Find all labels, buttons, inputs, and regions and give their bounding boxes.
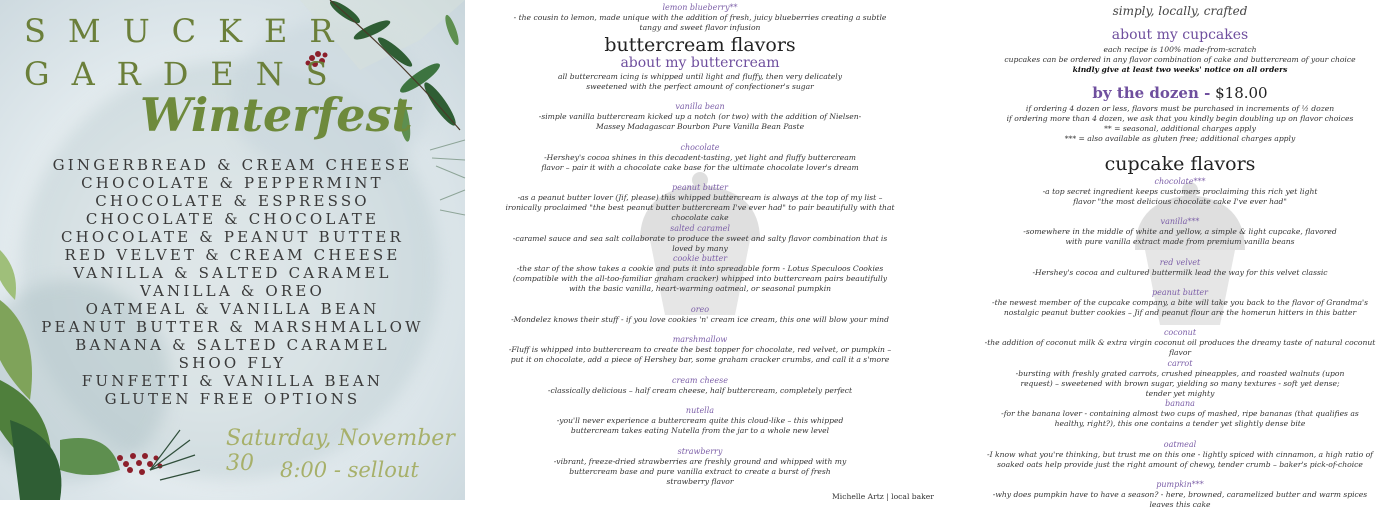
pine-needles-icon [150,430,200,480]
cupcake-flavors-title: cupcake flavors [1104,153,1256,175]
cupcake-oatmeal-name: oatmeal [1163,440,1197,449]
vanilla-bean-desc: -simple vanilla buttercream kicked up a notch (or two) with the addition of Nielsen-Massey Madagascar Bourbon Pure Vanilla Bean Paste [538,112,862,131]
cream-cheese-name: cream cheese [672,376,728,385]
list-item: VANILLA & SALTED CARAMEL [73,264,392,282]
cream-cheese-desc: -classically delicious – half cream cheese, half buttercream, completely perfect [547,386,853,395]
cupcake-peanut-butter-desc: -the newest member of the cupcake company, a bite will take you back to the flavor of Grandma's nostalgic peanut butter cookies – Jif and peanut flour are the homerun hitters in this batter [992,298,1368,317]
cupcake-vanilla-name: vanilla*** [1160,217,1200,226]
event-time: 8:00 - sellout [280,458,419,482]
list-item: GLUTEN FREE OPTIONS [104,390,361,408]
about-buttercream-title: about my buttercream [620,55,780,71]
salted-caramel-desc: -caramel sauce and sea salt collaborate to produce the sweet and salty flavor combination that is loved by many [512,234,888,253]
cupcake-banana-desc: -for the banana lover - containing almost two cups of mashed, ripe bananas (that qualifies as healthy, right?), this one contains a tender yet slightly dense bite [1001,409,1359,428]
peanut-butter-desc: -as a peanut butter lover (Jif, please) this whipped buttercream is always at the top of my list – ironically proclaimed "the best peanut butter buttercream I've ever had" to pair beautifully with that chocolate cake [505,193,895,222]
marshmallow-desc: -Fluff is whipped into buttercream to create the best topper for chocolate, red velvet, or pumpkin – put it on chocolate, add a piece of Hershey bar, some graham cracker crumbs, and call it a s'more [508,345,892,364]
order-note: if ordering 4 dozen or less, flavors must be purchased in increments of ½ dozen [1025,104,1335,113]
list-item: CHOCOLATE & PEPPERMINT [81,174,384,192]
order-note: if ordering more than 4 dozen, we ask that you kindly begin doubling up on flavor choices [1006,114,1354,123]
list-item: GINGERBREAD & CREAM CHEESE [52,156,413,174]
about-cupcakes-line-1: each recipe is 100% made-from-scratch [1103,45,1257,54]
cupcake-vanilla-desc: -somewhere in the middle of white and yellow, a simple & light cupcake, flavored with pure vanilla extract made from premium vanilla beans [1023,227,1337,246]
strawberry-name: strawberry [677,447,723,456]
list-item: FUNFETTI & VANILLA BEAN [81,372,384,390]
dozen-price-row [960,84,1400,102]
cupcake-coconut-desc: -the addition of coconut milk & extra virgin coconut oil produces the dreamy taste of natural coconut flavor [984,338,1376,357]
cupcake-peanut-butter-name: peanut butter [1152,288,1208,297]
order-note: *** = also available as gluten free; additional charges apply [1064,134,1296,143]
baker-signature: Michelle Artz | local baker [832,492,934,501]
list-item: RED VELVET & CREAM CHEESE [64,246,401,264]
tagline: simply, locally, crafted [1112,4,1248,18]
winterfest-poster [0,0,465,500]
chocolate-desc: -Hershey's cocoa shines in this decadent-tasting, yet light and fluffy buttercream flavor – pair it with a chocolate cake base for the ultimate chocolate lover's dream [541,153,859,172]
cupcake-pumpkin-desc: -why does pumpkin have to have a season? - here, browned, caramelized butter and warm spices leaves this cake [992,490,1368,509]
list-item: CHOCOLATE & CHOCOLATE [85,210,380,228]
marshmallow-name: marshmallow [672,335,728,344]
cupcake-oatmeal-desc: -I know what you're thinking, but trust me on this one - lightly spiced with cinnamon, a high ratio of soaked oats help provide just the right amount of chewy, tender crumb – baker's pick-of-choice [987,450,1373,469]
cupcake-coconut-name: coconut [1163,328,1197,337]
strawberry-desc: -vibrant, freeze-dried strawberries are freshly ground and whipped with my buttercream base and pure vanilla extract to create a burst of fresh strawberry flavor [553,457,847,486]
list-item: SHOO FLY [178,354,287,372]
buttercream-title: buttercream flavors [604,34,796,56]
about-cupcakes-line-2: cupcakes can be ordered in any flavor combination of cake and buttercream of your choice [1004,55,1356,64]
berry-cluster-icon [117,453,163,475]
nutella-name: nutella [685,406,715,415]
event-title: Winterfest [140,88,413,142]
chocolate-name: chocolate [680,143,720,152]
list-item: VANILLA & OREO [140,282,325,300]
cookie-butter-desc: -the star of the show takes a cookie and puts it into spreadable form - Lotus Speculoos Cookies (compatible with the all-too-familiar graham cracker) whipped into buttercream pairs beautifully with the basic vanilla, heart-warming oatmeal, or seasonal pumpkin [512,264,888,293]
cupcake-banana-name: banana [1165,399,1195,408]
nutella-desc: -you'll never experience a buttercream quite this cloud-like – this whipped buttercream takes eating Nutella from the jar to a whole new level [556,416,844,435]
oreo-name: oreo [690,305,710,314]
cupcake-menu [960,0,1400,509]
peanut-butter-name: peanut butter [672,183,728,192]
cookie-butter-name: cookie butter [672,254,728,263]
order-note: ** = seasonal, additional charges apply [1104,124,1256,133]
about-buttercream-text: all buttercream icing is whipped until light and fluffy, then very delicately sweetened with the perfect amount of confectioner's sugar [557,72,843,91]
list-item: PEANUT BUTTER & MARSHMALLOW [41,318,424,336]
cupcake-pumpkin-name: pumpkin*** [1156,480,1204,489]
dozen-price: $18.00 [1215,84,1268,102]
cupcake-carrot-desc: -bursting with freshly grated carrots, crushed pineapples, and roasted walnuts (upon request) – sweetened with brown sugar, yielding so many textures - soft yet dense; tender yet mighty [1015,369,1345,398]
cupcake-chocolate-desc: -a top secret ingredient keeps customers proclaiming this rich yet light flavor "the most delicious chocolate cake I've ever had" [1042,187,1318,206]
about-cupcakes-title: about my cupcakes [1111,27,1249,43]
notice-text: kindly give at least two weeks' notice on all orders [1072,65,1288,74]
brand-name-line-1: SMUCKER [24,12,356,50]
lemon-blueberry-desc: - the cousin to lemon, made unique with the addition of fresh, juicy blueberries creating a subtle tangy and sweet flavor infusion [513,13,887,32]
buttercream-menu [480,0,934,501]
list-item: BANANA & SALTED CARAMEL [75,336,390,354]
cupcake-red-velvet-name: red velvet [1159,258,1201,267]
cupcake-chocolate-name: chocolate*** [1154,177,1206,186]
list-item: CHOCOLATE & PEANUT BUTTER [60,228,405,246]
poster-flavor-list [0,156,465,408]
lemon-blueberry-name: lemon blueberry** [662,3,738,12]
event-date: Saturday, November 30 [226,426,455,476]
brand-name-line-2: GARDENS [24,55,350,93]
dozen-label: by the dozen - [1092,84,1211,102]
vanilla-bean-name: vanilla bean [675,102,725,111]
cupcake-red-velvet-desc: -Hershey's cocoa and cultured buttermilk lead the way for this velvet classic [1032,268,1328,277]
list-item: OATMEAL & VANILLA BEAN [85,300,380,318]
cupcake-carrot-name: carrot [1167,359,1193,368]
list-item: CHOCOLATE & ESPRESSO [95,192,370,210]
salted-caramel-name: salted caramel [670,224,730,233]
oreo-desc: -Mondelez knows their stuff - if you love cookies 'n' cream ice cream, this one will blow your mind [511,315,889,324]
